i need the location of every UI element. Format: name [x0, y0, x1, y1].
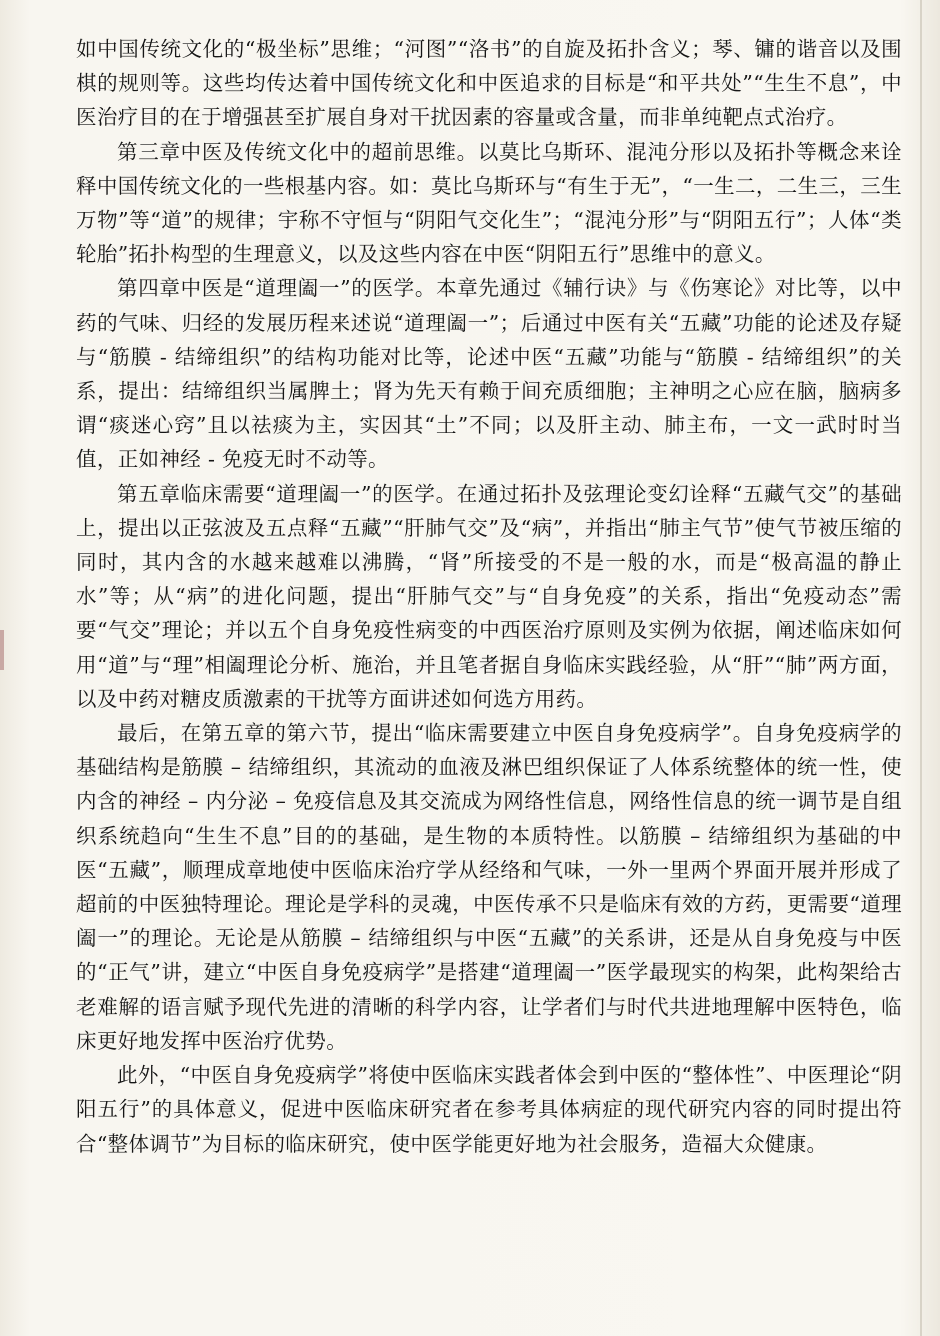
page-edge-shadow [920, 0, 922, 1336]
paragraph-chapter-3: 第三章中医及传统文化中的超前思维。以莫比乌斯环、混沌分形以及拓扑等概念来诠释中国传统文化的一些根基内容。如：莫比乌斯环与“有生于无”，“一生二，二生三，三生万物”等“道”的规律；宇称不守恒与“阴阳气交化生”；“混沌分形”与“阴阳五行”；人体“类轮胎”拓扑构型的生理意义，以及这些内容在中医“阴阳五行”思维中的意义。 [76, 139, 902, 267]
paragraph-finally: 最后，在第五章的第六节，提出“临床需要建立中医自身免疫病学”。自身免疫病学的基础结构是筋膜 – 结缔组织，其流动的血液及淋巴组织保证了人体系统整体的统一性，使内含的神经 – 内分泌 – 免疫信息及其交流成为网络性信息，网络性信息的统一调节是自组织系统趋向“生生不息”目的的基础，是生物的本质特性。以筋膜 – 结缔组织为基础的中医“五藏”，顺理成章地使中医临床治疗学从经络和气味，一外一里两个界面开展并形成了超前的中医独特理论。理论是学科的灵魂，中医传承不只是临床有效的方药，更需要“道理阖一”的理论。无论是从筋膜 – 结缔组织与中医“五藏”的关系讲，还是从自身免疫与中医的“正气”讲，建立“中医自身免疫病学”是搭建“道理阖一”医学最现实的构架，此构架给古老难解的语言赋予现代先进的清晰的科学内容，让学者们与时代共进地理解中医特色，临床更好地发挥中医治疗优势。 [76, 721, 902, 1053]
paragraph-chapter-4: 第四章中医是“道理阖一”的医学。本章先通过《辅行诀》与《伤寒论》对比等，以中药的气味、归经的发展历程来述说“道理阖一”；后通过中医有关“五藏”功能的论述及存疑与“筋膜 - 结缔组织”的结构功能对比等，论述中医“五藏”功能与“筋膜 - 结缔组织”的关系，提出：结缔组织当属脾土；肾为先天有赖于间充质细胞；主神明之心应在脑，脑病多谓“痰迷心窍”且以祛痰为主，实因其“土”不同；以及肝主动、肺主布，一文一武时时当值，正如神经 - 免疫无时不动等。 [76, 276, 902, 472]
margin-mark [0, 630, 4, 670]
body-text [76, 32, 902, 1161]
paragraph-chapter-5: 第五章临床需要“道理阖一”的医学。在通过拓扑及弦理论变幻诠释“五藏气交”的基础上，提出以正弦波及五点释“五藏”“肝肺气交”及“病”，并指出“肺主气节”使气节被压缩的同时，其内含的水越来越难以沸腾，“肾”所接受的不是一般的水，而是“极高温的静止水”等；从“病”的进化问题，提出“肝肺气交”与“自身免疫”的关系，指出“免疫动态”需要“气交”理论；并以五个自身免疫性病变的中西医治疗原则及实例为依据，阐述临床如何用“道”与“理”相阖理论分析、施治，并且笔者据自身临床实践经验，从“肝”“肺”两方面，以及中药对糖皮质激素的干扰等方面讲述如何选方用药。 [76, 481, 902, 711]
paragraph-continued: 如中国传统文化的“极坐标”思维；“河图”“洛书”的自旋及拓扑含义；琴、镛的谐音以及围棋的规则等。这些均传达着中国传统文化和中医追求的目标是“和平共处”“生生不息”，中医治疗目的在于增强甚至扩展自身对干扰因素的容量或含量，而非单纯靶点式治疗。 [76, 37, 902, 130]
paragraph-in-addition: 此外，“中医自身免疫病学”将使中医临床实践者体会到中医的“整体性”、中医理论“阴阳五行”的具体意义，促进中医临床研究者在参考具体病症的现代研究内容的同时提出符合“整体调节”为目标的临床研究，使中医学能更好地为社会服务，造福大众健康。 [76, 1063, 902, 1156]
